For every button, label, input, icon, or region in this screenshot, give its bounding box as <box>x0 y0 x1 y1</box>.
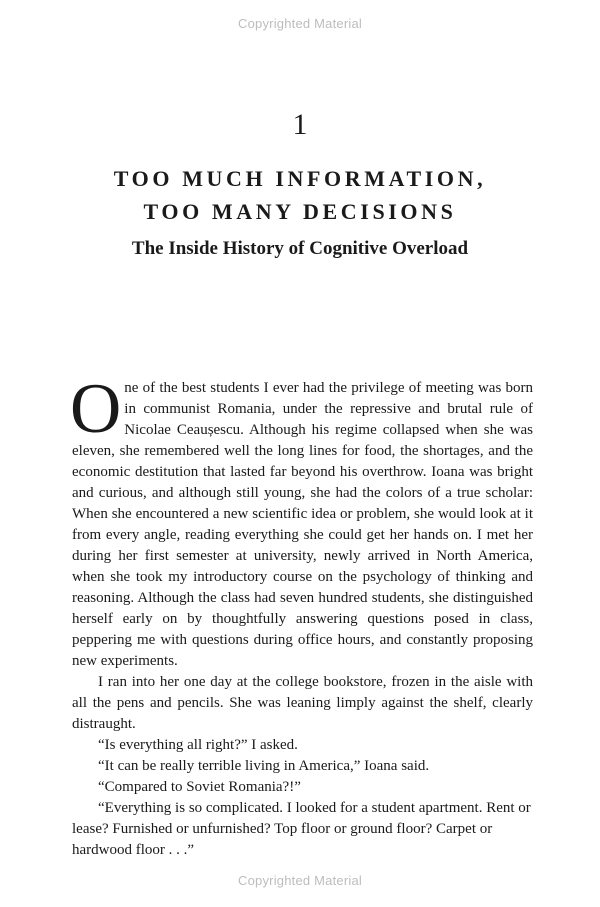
chapter-title-line-2: TOO MANY DECISIONS <box>143 199 457 224</box>
paragraph: “Everything is so complicated. I looked for a student apartment. Rent or lease? Furnished or unfurnished? Top floor or ground floor? Carpet or hardwood floor . . .” <box>72 800 531 858</box>
chapter-title <box>0 162 600 228</box>
copyright-watermark-top: Copyrighted Material <box>238 16 362 31</box>
copyright-watermark-bottom: Copyrighted Material <box>238 873 362 888</box>
paragraph: “Is everything all right?” I asked. <box>98 737 298 753</box>
chapter-number: 1 <box>292 108 308 141</box>
chapter-body-text <box>70 370 533 861</box>
paragraph <box>70 370 533 672</box>
paragraph: I ran into her one day at the college bookstore, frozen in the aisle with all the pens and pencils. She was leaning limply against the shelf, clearly distraught. <box>72 674 533 732</box>
drop-cap: O <box>70 370 122 448</box>
paragraph: “It can be really terrible living in America,” Ioana said. <box>98 758 430 774</box>
chapter-subtitle: The Inside History of Cognitive Overload <box>131 238 469 259</box>
paragraph: “Compared to Soviet Romania?!” <box>98 779 301 795</box>
paragraph-text: ne of the best students I ever had the privilege of meeting was born in communist Romania, under the repressive and brutal rule of Nicolae Ceaușescu. Although his regime collapsed when she was eleven, she remembered well the long lines for food, the shortages, and the economic destitution that lasted far beyond his overthrow. Ioana was bright and curious, and although still young, she had the colors of a true scholar: When she encountered a new scientific idea or problem, she would look at it from every angle, reading everything she could get her hands on. I met her during her first semester at university, newly arrived in North America, when she took my introductory course on the psychology of thinking and reasoning. Although the class had seven hundred students, she distinguished herself early on by thoughtfully answering questions posed in class, peppering me with questions during office hours, and constantly proposing new experiments. <box>72 380 533 669</box>
chapter-title-line-1: TOO MUCH INFORMATION, <box>113 166 487 191</box>
